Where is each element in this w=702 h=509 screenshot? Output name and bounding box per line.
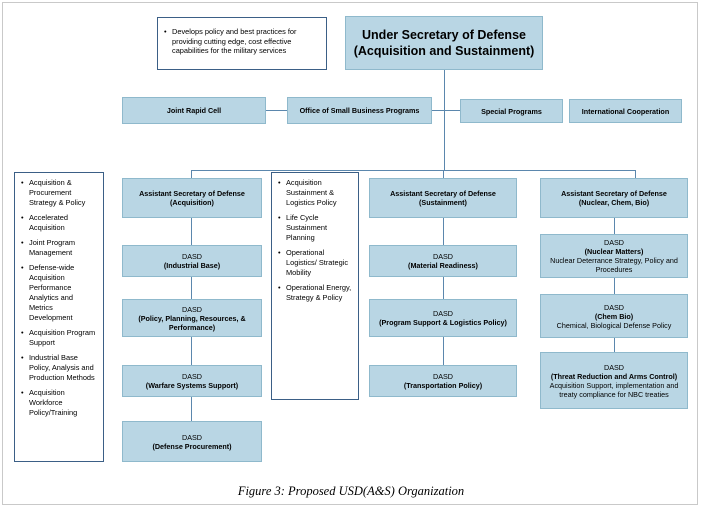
spine-vertical	[444, 70, 445, 170]
list-item: • Acquisition Sustainment & Logistics Policy	[286, 178, 352, 208]
dasd-description: Nuclear Deterrance Strategy, Policy and Procedures	[550, 256, 678, 274]
dasd-defense-procurement[interactable]	[122, 421, 262, 462]
list-item: • Operational Logistics/ Strategic Mobility	[286, 248, 352, 278]
asd-header-line1: Assistant Secretary of Defense	[390, 189, 496, 198]
dasd-subtitle: (Threat Reduction and Arms Control)	[550, 371, 678, 381]
staff-box-label: Joint Rapid Cell	[166, 106, 222, 115]
connector-acq-4	[191, 397, 192, 421]
acquisition-functions-list	[14, 172, 104, 462]
staff-box-international-cooperation[interactable]	[569, 99, 682, 123]
dasd-subtitle: (Material Readiness)	[408, 261, 478, 270]
dasd-subtitle: (Transportation Policy)	[403, 381, 483, 390]
staff-box-label: International Cooperation	[581, 106, 670, 116]
main-bus-horizontal	[191, 170, 635, 171]
dasd-threat-reduction-arms-control[interactable]	[540, 352, 688, 409]
dasd-policy-planning-resources-performance[interactable]	[122, 299, 262, 337]
usd-as-title-box	[345, 16, 543, 70]
list-item: • Industrial Base Policy, Analysis and Production Methods	[29, 353, 97, 383]
connector-sus-1	[443, 218, 444, 245]
asd-header-line2: (Nuclear, Chem, Bio)	[578, 198, 650, 207]
asd-header-line2: (Acquisition)	[170, 198, 214, 207]
dasd-warfare-systems-support[interactable]	[122, 365, 262, 397]
connector-acq-3	[191, 337, 192, 365]
dasd-nuclear-matters[interactable]	[540, 234, 688, 278]
figure-caption: Figure 3: Proposed USD(A&S) Organization	[237, 484, 465, 498]
dasd-title: DASD	[182, 252, 202, 261]
staff-box-joint-rapid-cell[interactable]	[122, 97, 266, 124]
connector-ncb-3	[614, 338, 615, 352]
dasd-title: DASD	[182, 432, 202, 442]
list-item: • Defense-wide Acquisition Performance Analytics and Metrics Development	[29, 263, 97, 323]
dasd-subtitle: (Chem Bio)	[594, 311, 634, 321]
staff-box-label: Office of Small Business Programs	[299, 106, 420, 115]
dasd-chem-bio[interactable]	[540, 294, 688, 338]
dasd-title: DASD	[604, 238, 624, 247]
dasd-material-readiness[interactable]	[369, 245, 517, 277]
dasd-title: DASD	[433, 252, 453, 261]
connector-sus-2	[443, 277, 444, 299]
dasd-transportation-policy[interactable]	[369, 365, 517, 397]
connector-ncb-2	[614, 278, 615, 294]
asd-sustainment-header[interactable]	[369, 178, 517, 218]
list-item: • Joint Program Management	[29, 238, 97, 258]
asd-nuclear-chem-bio-header[interactable]	[540, 178, 688, 218]
list-item: • Acquisition Workforce Policy/Training	[29, 388, 97, 418]
dasd-subtitle: (Program Support & Logistics Policy)	[379, 318, 507, 327]
list-item: • Operational Energy, Strategy & Policy	[286, 283, 352, 303]
staff-box-label: Special Programs	[481, 106, 542, 116]
list-item: • Acquisition & Procurement Strategy & Policy	[29, 178, 97, 208]
dasd-title: DASD	[182, 304, 202, 314]
dasd-program-support-logistics-policy[interactable]	[369, 299, 517, 337]
branch-drop-nuclear	[635, 170, 636, 178]
dasd-industrial-base[interactable]	[122, 245, 262, 277]
list-item: • Accelerated Acquisition	[29, 213, 97, 233]
connector-sus-3	[443, 337, 444, 365]
list-item: • Life Cycle Sustainment Planning	[286, 213, 352, 243]
dasd-title: DASD	[604, 302, 624, 312]
asd-header-line1: Assistant Secretary of Defense	[561, 189, 667, 198]
connector-acq-1	[191, 218, 192, 245]
policy-note-item: • Develops policy and best practices for providing cutting edge, cost effective capabilities for the military services	[172, 27, 320, 57]
connector-ncb-1	[614, 218, 615, 234]
connector-acq-2	[191, 277, 192, 299]
dasd-title: DASD	[433, 372, 453, 381]
usd-as-title-line1: Under Secretary of Defense	[362, 27, 526, 42]
branch-drop-sustainment	[443, 170, 444, 178]
asd-acquisition-header[interactable]	[122, 178, 262, 218]
dasd-subtitle: (Defense Procurement)	[152, 441, 232, 451]
asd-header-line2: (Sustainment)	[419, 198, 467, 207]
list-item: • Acquisition Program Support	[29, 328, 97, 348]
dasd-description: Acquisition Support, implementation and treaty compliance for NBC treaties	[549, 380, 679, 399]
dasd-subtitle: (Industrial Base)	[163, 261, 221, 270]
dasd-subtitle: (Nuclear Matters)	[584, 247, 644, 256]
dasd-subtitle: (Policy, Planning, Resources, & Performance)	[138, 313, 246, 332]
dasd-title: DASD	[604, 362, 624, 372]
asd-header-line1: Assistant Secretary of Defense	[139, 189, 245, 198]
sustainment-functions-list	[271, 172, 359, 400]
usd-as-title-line2: (Acquisition and Sustainment)	[353, 44, 535, 58]
dasd-subtitle: (Warfare Systems Support)	[145, 381, 239, 390]
dasd-title: DASD	[182, 372, 202, 381]
policy-note-box	[157, 17, 327, 70]
dasd-description: Chemical, Biological Defense Policy	[556, 320, 672, 330]
staff-box-small-business[interactable]	[287, 97, 432, 124]
staff-box-special-programs[interactable]	[460, 99, 563, 123]
branch-drop-acquisition	[191, 170, 192, 178]
dasd-title: DASD	[433, 309, 453, 318]
